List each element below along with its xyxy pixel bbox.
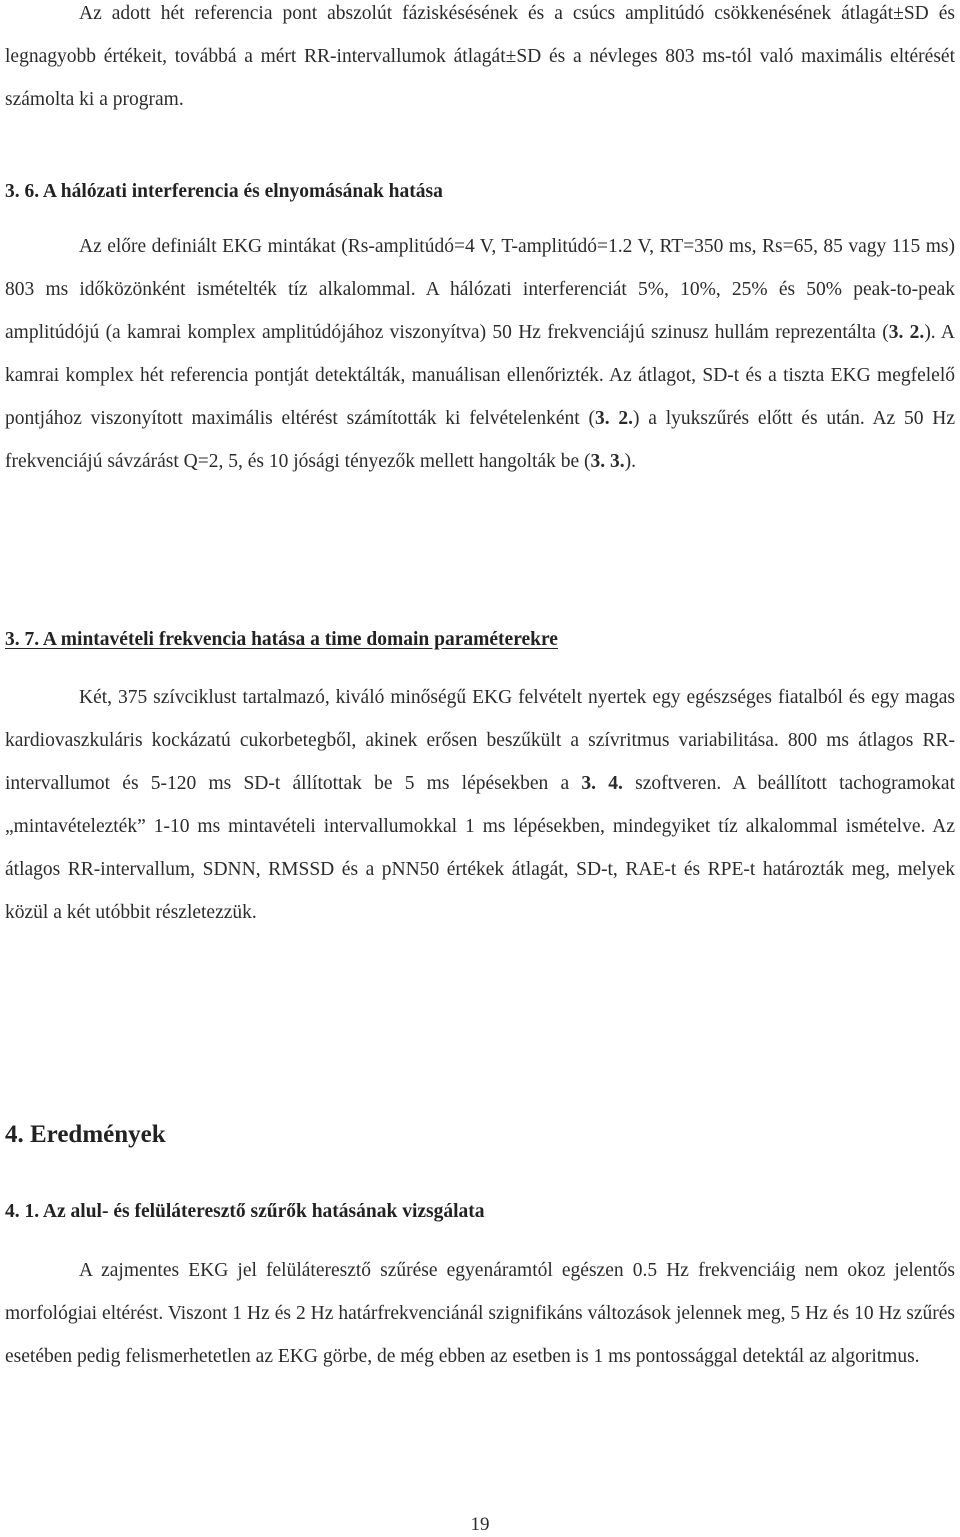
page-number: 19 <box>470 1514 490 1535</box>
paragraph-program-output: Az adott hét referencia pont abszolút fáziskésésének és a csúcs amplitúdó csökkenésének átlagát±SD és legnagyobb értékeit, továbbá a mért RR-intervallumok átlagát±SD és a névleges 803 ms-tól való maximális eltérését számolta ki a program. <box>5 3 955 110</box>
chapter-heading-results: 4. Eredmények <box>5 1121 166 1148</box>
section-heading-4-1: 4. 1. Az alul- és felüláteresztő szűrők hatásának vizsgálata <box>5 1201 485 1222</box>
paragraph-interference: Az előre definiált EKG mintákat (Rs-amplitúdó=4 V, T-amplitúdó=1.2 V, RT=350 ms, Rs=65, 85 vagy 115 ms) 803 ms időközönként ismételték tíz alkalommal. A hálózati interferenciát 5%, 10%, 25% és 50% peak-to-peak amplitúdójú (a kamrai komplex amplitúdójához viszonyítva) 50 Hz frekvenciájú szinusz hullám reprezentálta (3. 2.). A kamrai komplex hét referencia pontját detektálták, manuálisan ellenőrizték. Az átlagot, SD-t és a tiszta EKG megfelelő pontjához viszonyított maximális eltérést számították ki felvételenként (3. 2.) a lyukszűrés előtt és után. Az 50 Hz frekvenciájú sávzárást Q=2, 5, és 10 jósági tényezők mellett hangolták be (3. 3.). <box>5 236 956 472</box>
section-heading-3-7: 3. 7. A mintavételi frekvencia hatása a time domain paraméterekre <box>5 629 558 650</box>
paragraph-sampling: Két, 375 szívciklust tartalmazó, kiváló minőségű EKG felvételt nyertek egy egészséges fiatalból és egy magas kardiovaszkuláris kockázatú cukorbetegből, akinek erősen beszűkült a szívritmus variabilitása. 800 ms átlagos RR-intervallumot és 5-120 ms SD-t állítottak be 5 ms lépésekben a 3. 4. szoftveren. A beállított tachogramokat „mintavételezték” 1-10 ms mintavételi intervallumokkal 1 ms lépésekben, mindegyiket tíz alkalommal ismételve. Az átlagos RR-intervallum, SDNN, RMSSD és a pNN50 értékek átlagát, SD-t, RAE-t és RPE-t határozták meg, melyek közül a két utóbbit részletezzük. <box>5 687 955 923</box>
paragraph-filter-results: A zajmentes EKG jel felüláteresztő szűrése egyenáramtól egészen 0.5 Hz frekvenciáig nem okoz jelentős morfológiai eltérést. Viszont 1 Hz és 2 Hz határfrekvenciánál szignifikáns változások jelennek meg, 5 Hz és 10 Hz szűrés esetében pedig felismerhetetlen az EKG görbe, de még ebben az esetben is 1 ms pontossággal detektál az algoritmus. <box>5 1260 955 1367</box>
section-heading-3-6: 3. 6. A hálózati interferencia és elnyomásának hatása <box>5 181 443 202</box>
